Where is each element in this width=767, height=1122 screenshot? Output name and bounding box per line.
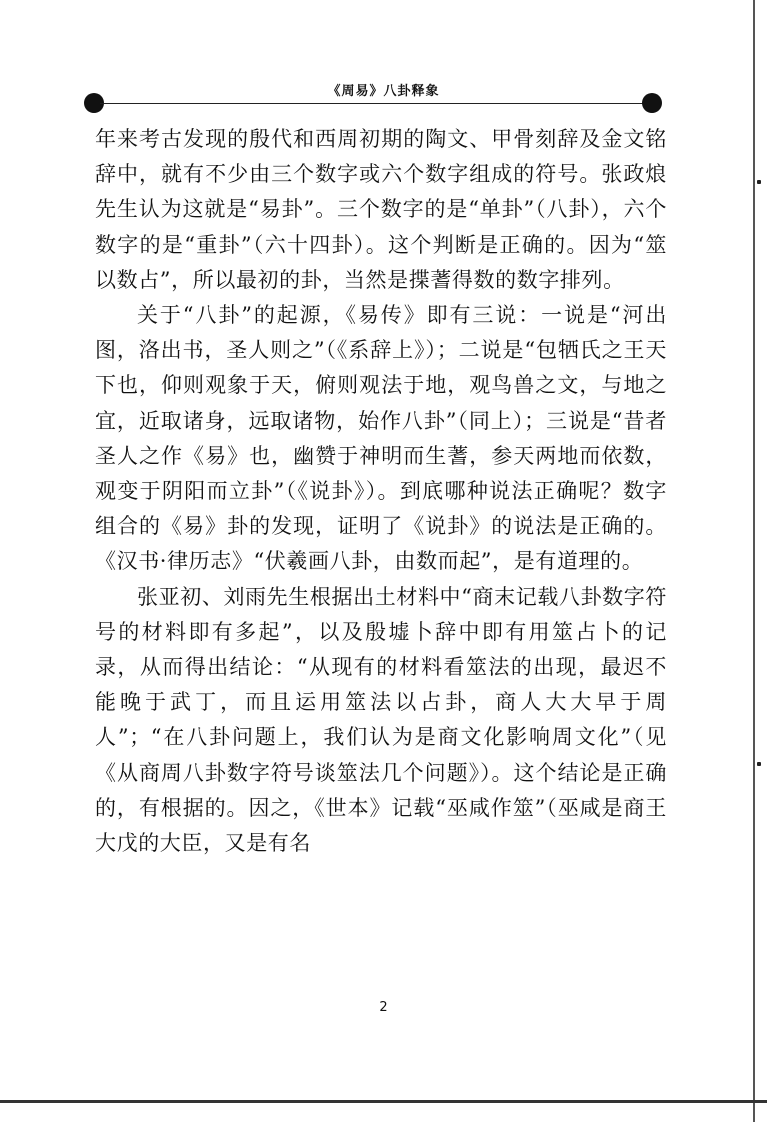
paragraph-1: 年来考古发现的殷代和西周初期的陶文、甲骨刻辞及金文铭辞中，就有不少由三个数字或六个数字组成的符号。张政烺先生认为这就是“易卦”。三个数字的是“单卦”（八卦），六个数字的是“重卦”（六十四卦）。这个判断是正确的。因为“筮以数占”，所以最初的卦，当然是揲蓍得数的数字排列。: [95, 127, 667, 292]
paragraph-2: 关于“八卦”的起源，《易传》即有三说：一说是“河出图，洛出书，圣人则之”（《系辞上》）；二说是“包牺氏之王天下也，仰则观象于天，俯则观法于地，观鸟兽之文，与地之宜，近取诸身，远取诸物，始作八卦”（同上）；三说是“昔者圣人之作《易》也，幽赞于神明而生蓍，参天两地而依数，观变于阴阳而立卦”（《说卦》）。到底哪种说法正确呢？数字组合的《易》卦的发现，证明了《说卦》的说法是正确的。《汉书·律历志》“伏羲画八卦，由数而起”，是有道理的。: [95, 303, 667, 574]
paragraph-3: 张亚初、刘雨先生根据出土材料中“商末记载八卦数字符号的材料即有多起”，以及殷墟卜辞中即有用筮占卜的记录，从而得出结论：“从现有的材料看筮法的出现，最迟不能晚于武丁，而且运用筮法以占卦，商人大大早于周人”；“在八卦问题上，我们认为是商文化影响周文化”（见《从商周八卦数字符号谈筮法几个问题》）。这个结论是正确的，有根据的。因之，《世本》记载“巫咸作筮”（巫咸是商王大戊的大臣，又是有名: [95, 584, 667, 856]
scan-edge-bottom: [0, 1100, 767, 1103]
body-text: [95, 122, 667, 861]
page-number: 2: [379, 1000, 388, 1015]
scan-edge-right: [753, 0, 755, 1122]
header-rule: [100, 103, 650, 104]
scan-speck: [757, 180, 761, 184]
running-header-title: 《周易》八卦释象: [327, 84, 440, 99]
scan-speck: [757, 762, 761, 766]
